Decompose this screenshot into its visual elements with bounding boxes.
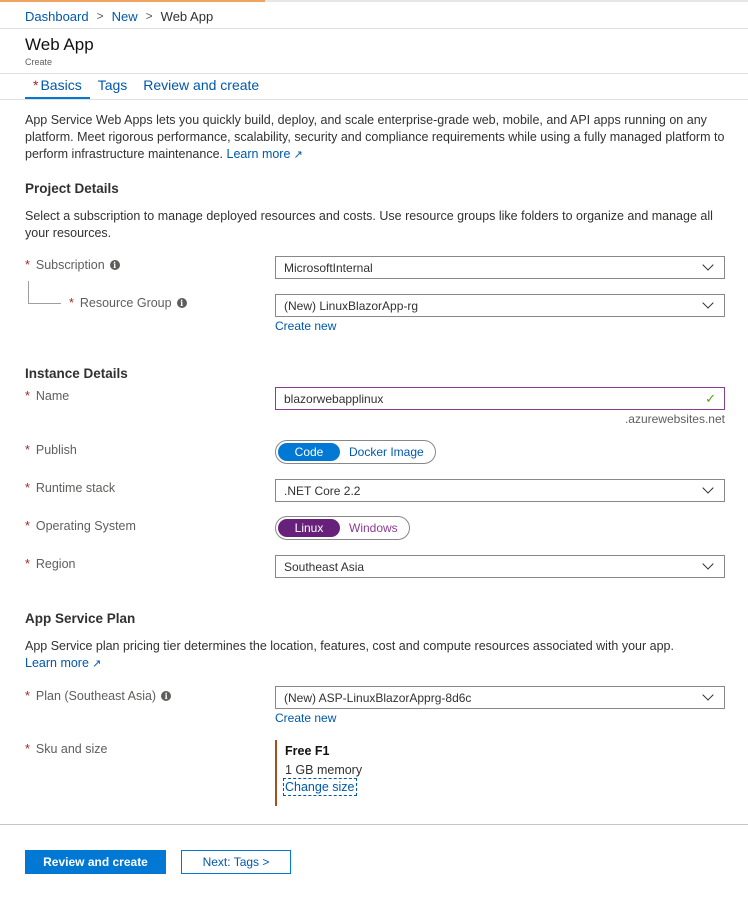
required-marker: * [25,557,30,571]
info-icon[interactable]: i [161,691,171,701]
page-subtitle: Create [25,57,53,67]
plan-label-text: Plan (Southeast Asia) [35,689,157,703]
sku-and-size-label [25,742,107,756]
info-icon[interactable]: i [177,298,187,308]
tab-basics[interactable] [25,75,90,99]
resource-group-label [69,296,187,310]
name-value: blazorwebapplinux [284,391,384,406]
divider [0,28,748,29]
footer-divider [0,824,748,825]
subscription-dropdown[interactable] [275,256,725,279]
tab-review-and-create[interactable]: Review and create [143,77,260,93]
publish-option-code[interactable]: Code [278,443,340,461]
publish-label [25,443,77,457]
breadcrumb-chevron-icon: > [96,9,104,23]
breadcrumb-current: Web App [160,8,214,24]
change-size-link[interactable]: Change size [285,780,355,794]
project-details-title: Project Details [25,181,119,196]
tab-basics-label: Basics [40,77,82,93]
runtime-stack-label [25,481,115,495]
required-marker: * [25,389,30,403]
divider [0,99,748,100]
app-service-plan-title: App Service Plan [25,611,136,626]
operating-system-toggle [275,516,410,540]
plan-learn-more-link[interactable]: Learn more [25,656,89,670]
required-marker: * [25,519,30,533]
chevron-down-icon [702,689,713,700]
plan-dropdown[interactable] [275,686,725,709]
os-option-linux[interactable]: Linux [278,519,340,537]
name-label-text: Name [35,389,70,403]
chevron-down-icon [702,482,713,493]
resource-group-value: (New) LinuxBlazorApp-rg [284,298,419,313]
subscription-value: MicrosoftInternal [284,260,373,275]
create-new-plan-link[interactable]: Create new [275,711,337,725]
region-label-text: Region [35,557,76,571]
subscription-label [25,258,120,272]
publish-option-docker-image[interactable]: Docker Image [349,445,424,459]
runtime-stack-value: .NET Core 2.2 [284,483,361,498]
external-link-icon: ↗ [293,149,303,161]
top-progress-line [0,0,748,2]
app-service-plan-text: App Service plan pricing tier determines the location, features, cost and compute resources associated with your app. [25,639,674,653]
runtime-stack-label-text: Runtime stack [35,481,116,495]
checkmark-icon: ✓ [705,390,716,406]
top-progress-accent [0,0,265,2]
required-marker: * [25,742,30,756]
breadcrumb-new[interactable]: New [111,8,138,24]
review-and-create-button[interactable]: Review and create [25,850,166,874]
required-marker: * [25,689,30,703]
learn-more-link[interactable]: Learn more [226,147,291,161]
external-link-icon: ↗ [91,658,102,670]
project-details-description: Select a subscription to manage deployed resources and costs. Use resource groups like folders to organize and manage all your resources. [25,209,713,240]
os-option-windows[interactable]: Windows [349,521,398,535]
breadcrumb-dashboard[interactable]: Dashboard [25,8,89,24]
tree-connector [28,281,29,303]
plan-label [25,689,171,703]
instance-details-title: Instance Details [25,366,128,381]
info-icon[interactable]: i [110,260,120,270]
resource-group-dropdown[interactable] [275,294,725,317]
name-domain-suffix: .azurewebsites.net [624,412,725,426]
sku-memory: 1 GB memory [285,763,363,777]
tab-bar [25,75,267,99]
create-new-resource-group-link[interactable]: Create new [275,319,337,333]
sku-summary [275,740,475,806]
page-title: Web App [25,35,94,54]
plan-value: (New) ASP-LinuxBlazorApprg-8d6c [284,690,472,705]
sku-and-size-label-text: Sku and size [35,742,108,756]
region-dropdown[interactable] [275,555,725,578]
next-tags-button[interactable]: Next: Tags > [181,850,291,874]
region-label [25,557,76,571]
intro-text: App Service Web Apps lets you quickly build, deploy, and scale enterprise-grade web, mobile, and API apps running on any platform. Meet rigorous performance, scalability, security and compliance requirements while using a fully managed platform to perform infrastructure maintenance. [25,113,725,161]
app-service-plan-description [25,638,725,673]
chevron-down-icon [702,558,713,569]
intro-description [25,112,725,164]
breadcrumb-chevron-icon: > [145,9,153,23]
divider [0,73,748,74]
required-marker: * [69,296,74,310]
operating-system-label [25,519,136,533]
subscription-label-text: Subscription [35,258,105,272]
name-input[interactable] [275,387,725,410]
resource-group-label-text: Resource Group [79,296,172,310]
required-marker: * [33,77,39,93]
operating-system-label-text: Operating System [35,519,136,533]
tree-connector [28,303,61,304]
chevron-down-icon [702,259,713,270]
chevron-down-icon [702,297,713,308]
breadcrumb [25,7,213,25]
publish-toggle [275,440,436,464]
required-marker: * [25,258,30,272]
sku-tier: Free F1 [285,744,330,758]
region-value: Southeast Asia [284,559,365,574]
name-label [25,389,69,403]
required-marker: * [25,481,30,495]
publish-label-text: Publish [35,443,77,457]
required-marker: * [25,443,30,457]
runtime-stack-dropdown[interactable] [275,479,725,502]
tab-tags[interactable]: Tags [97,77,128,93]
